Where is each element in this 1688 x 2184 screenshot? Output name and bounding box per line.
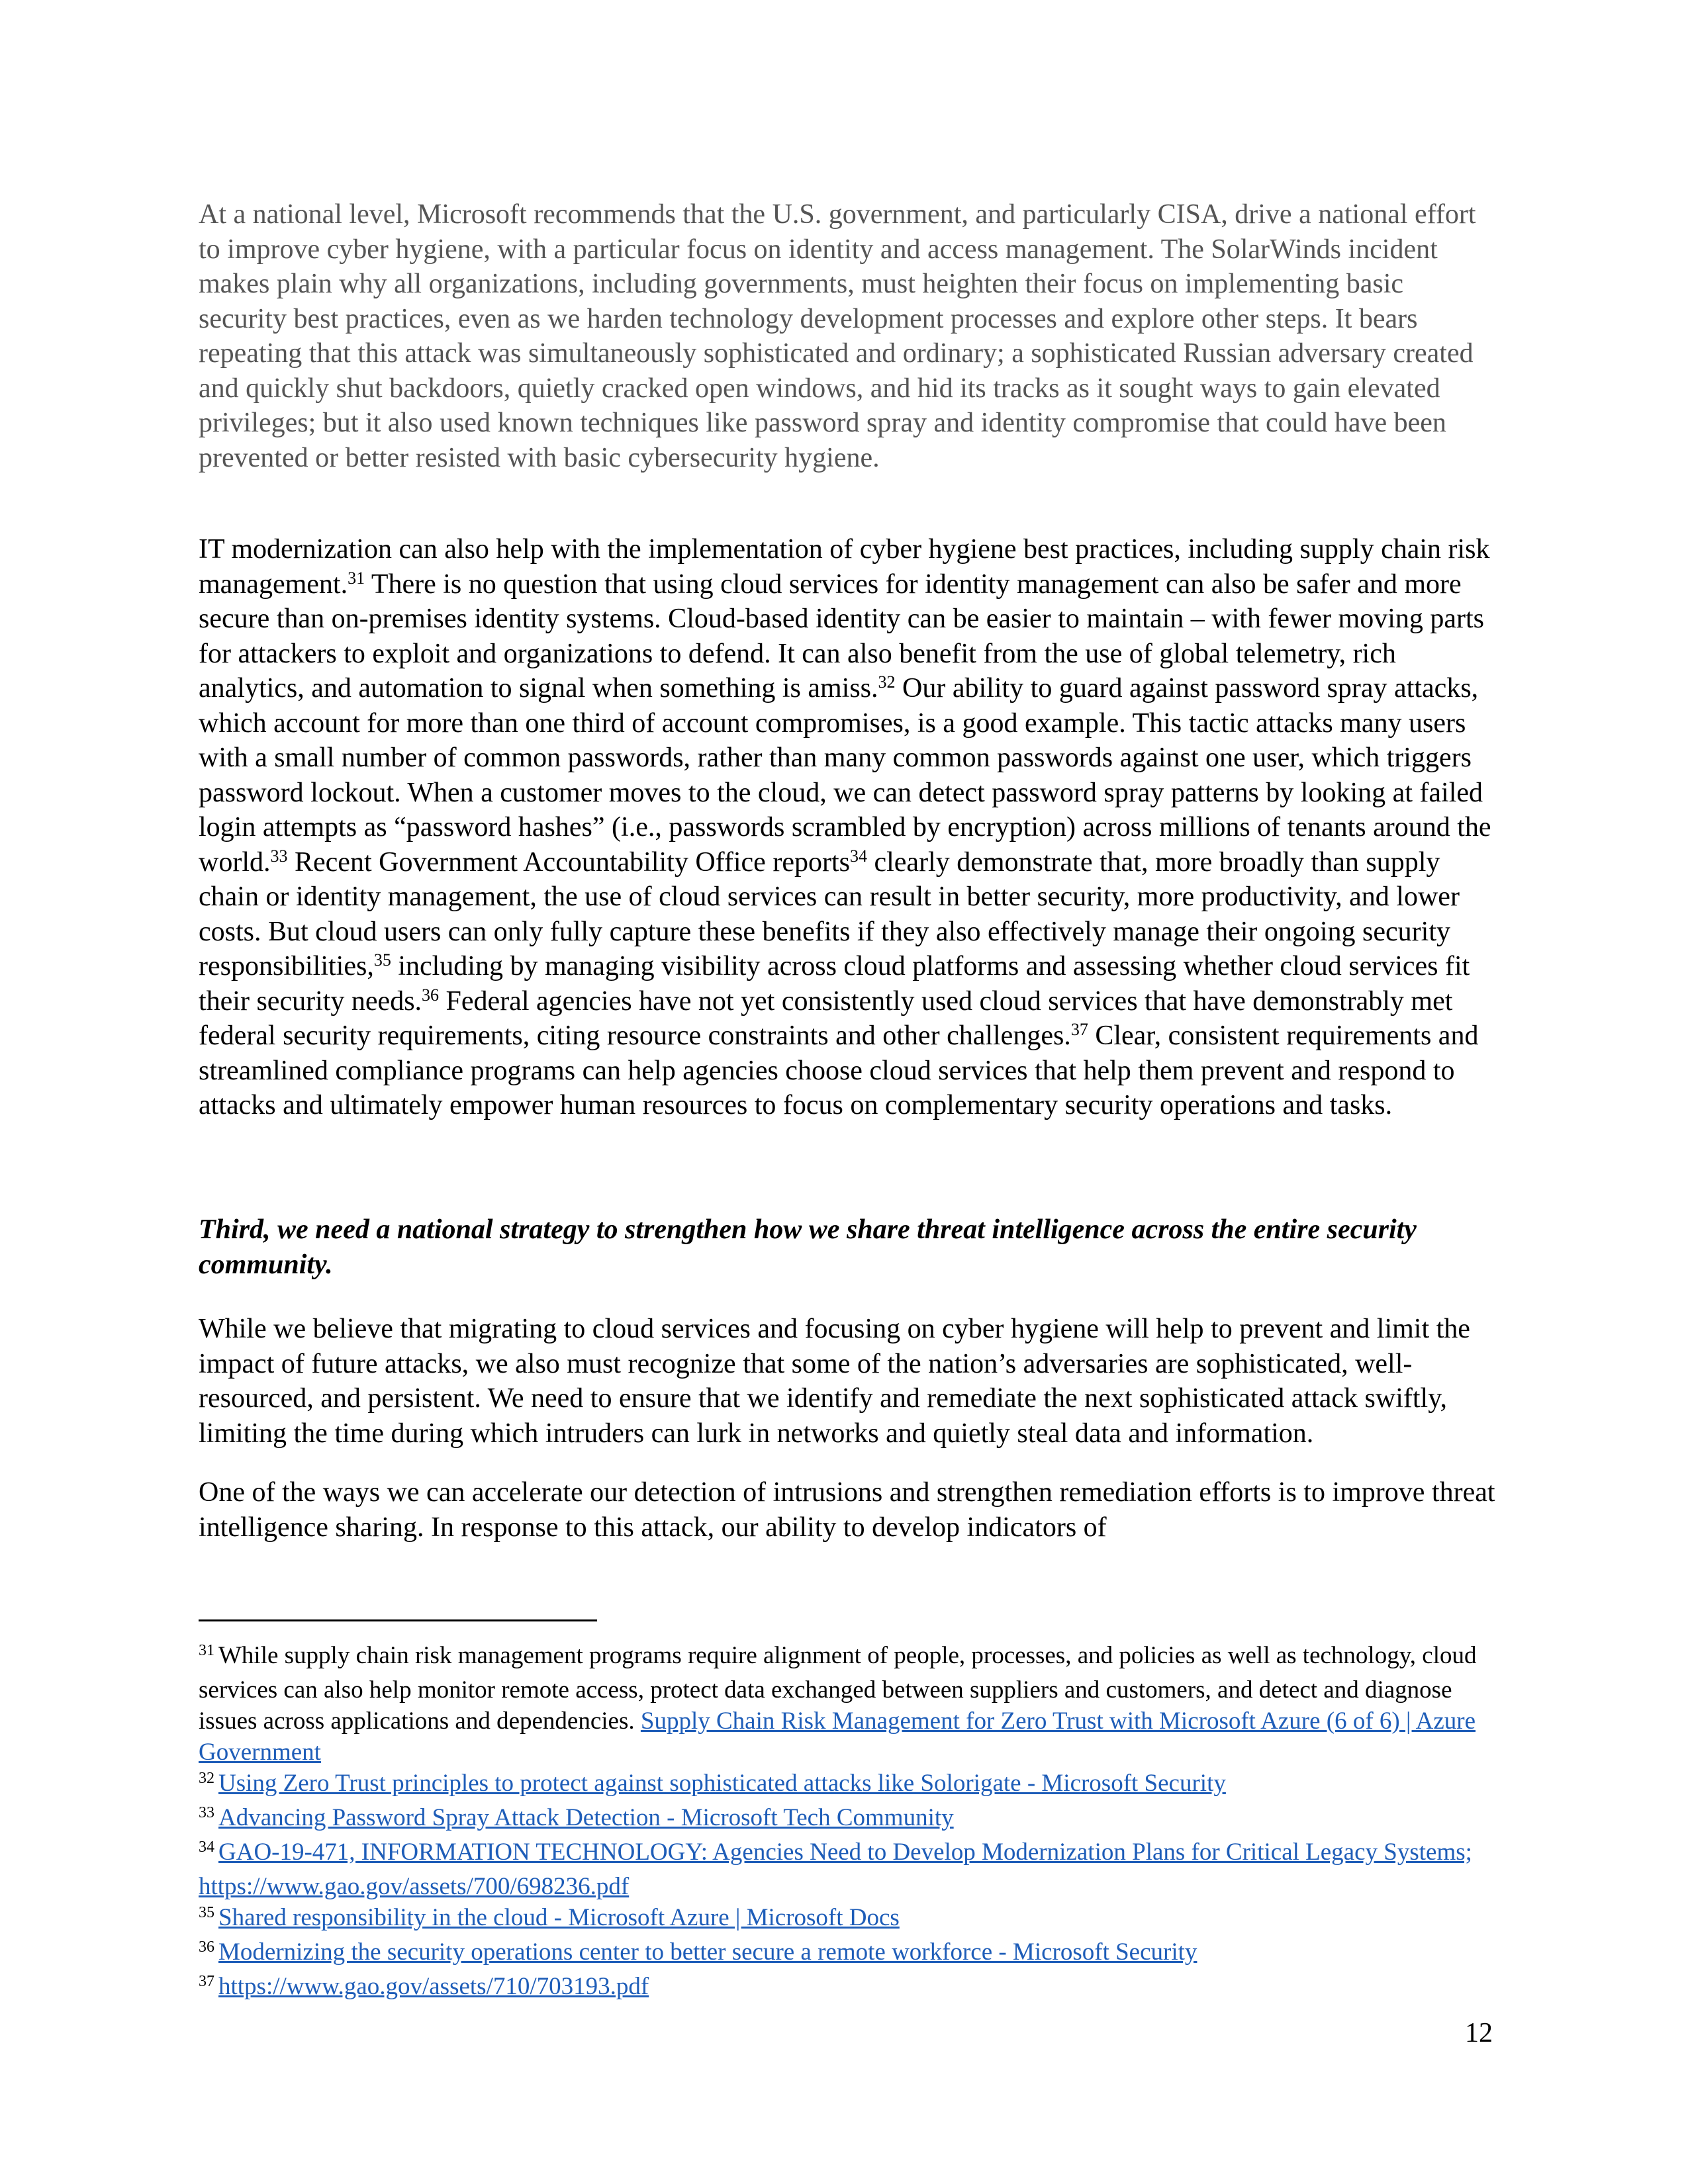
footnote-link[interactable]: Supply Chain Risk Management for Zero Trust with Microsoft Azure (6 of 6) | Azure Government — [199, 1707, 1476, 1766]
footnote-link[interactable]: https://www.gao.gov/assets/710/703193.pdf — [218, 1973, 649, 2000]
footnotes — [199, 1640, 1496, 2005]
footnote-number: 37 — [199, 1973, 214, 1990]
footnote-number: 33 — [199, 1804, 214, 1821]
footnote-link[interactable]: Modernizing the security operations center to better secure a remote workforce - Microsoft Security — [218, 1938, 1197, 1966]
footnote-separator — [199, 1619, 597, 1621]
paragraph-text: IT modernization can also help with the implementation of cyber hygiene best practices, including supply chain risk management. — [199, 534, 1490, 600]
footnote-ref-31[interactable]: 31 — [348, 568, 365, 588]
paragraph-text: including by managing visibility across cloud platforms and assessing whether cloud services fit their security needs. — [199, 951, 1470, 1017]
paragraph-cloud-migration: While we believe that migrating to cloud services and focusing on cyber hygiene will help to prevent and limit the impact of future attacks, we also must recognize that some of the nation’s adversaries are sophisticated, well-resourced, and persistent. We need to ensure that we identify and remediate the next sophisticated attack swiftly, limiting the time during which intruders can lurk in networks and quietly steal data and information. — [199, 1314, 1470, 1449]
footnote-link[interactable]: Advancing Password Spray Attack Detection - Microsoft Tech Community — [218, 1804, 954, 1831]
footnote-ref-35[interactable]: 35 — [373, 950, 391, 970]
footnote-link[interactable]: Using Zero Trust principles to protect against sophisticated attacks like Solorigate - Microsoft Security — [218, 1770, 1226, 1797]
footnote-number: 32 — [199, 1770, 214, 1787]
footnote-34 — [199, 1837, 1496, 1902]
footnote-link[interactable]: GAO-19-471, INFORMATION TECHNOLOGY: Agencies Need to Develop Modernization Plans for Critical Legacy Systems; https://www.gao.gov/assets/700/698236.pdf — [199, 1839, 1472, 1900]
footnote-35 — [199, 1902, 1496, 1936]
footnote-37 — [199, 1971, 1496, 2005]
footnote-number: 34 — [199, 1839, 214, 1856]
paragraph-threat-sharing: One of the ways we can accelerate our detection of intrusions and strengthen remediation efforts is to improve threat intelligence sharing. In response to this attack, our ability to develop indicators of — [199, 1477, 1495, 1543]
paragraph-text: Our ability to guard against password spray attacks, which account for more than one third of account compromises, is a good example. This tactic attacks many users with a small number of common passwords, rather than many common passwords against one user, which triggers password lockout. When a customer moves to the cloud, we can detect password spray patterns by looking at failed login attempts as “password hashes” (i.e., passwords scrambled by encryption) across millions of tenants around the world. — [199, 673, 1491, 878]
page-number: 12 — [1465, 2018, 1493, 2048]
paragraph-text: Clear, consistent requirements and streamlined compliance programs can help agencies choose cloud services that help them prevent and respond to attacks and ultimately empower human resources to focus on complementary security operations and tasks. — [199, 1021, 1479, 1120]
footnote-number: 36 — [199, 1938, 214, 1956]
footnote-ref-36[interactable]: 36 — [422, 985, 440, 1005]
footnote-ref-33[interactable]: 33 — [270, 846, 288, 866]
footnote-link[interactable]: Shared responsibility in the cloud - Microsoft Azure | Microsoft Docs — [218, 1904, 900, 1931]
paragraph-text: Federal agencies have not yet consistently used cloud services that have demonstrably met federal security requirements, citing resource constraints and other challenges. — [199, 985, 1453, 1051]
footnote-36 — [199, 1936, 1496, 1971]
footnote-32 — [199, 1768, 1496, 1802]
section-heading-threat-intelligence: Third, we need a national strategy to strengthen how we share threat intelligence across the entire security community. — [199, 1214, 1417, 1280]
paragraph-national-cyber-hygiene: At a national level, Microsoft recommends that the U.S. government, and particularly CISA, drive a national effort to improve cyber hygiene, with a particular focus on identity and access management. The SolarWinds incident makes plain why all organizations, including governments, must heighten their focus on implementing basic security best practices, even as we harden technology development processes and explore other steps. It bears repeating that this attack was simultaneously sophisticated and ordinary; a sophisticated Russian adversary created and quickly shut backdoors, quietly cracked open windows, and hid its tracks as it sought ways to gain elevated privileges; but it also used known techniques like password spray and identity compromise that could have been prevented or better resisted with basic cybersecurity hygiene. — [199, 199, 1476, 473]
footnote-text: While supply chain risk management programs require alignment of people, processes, and policies as well as technology, cloud services can also help monitor remote access, protect data exchanged between suppliers and customers, and detect and diagnose issues across applications and dependencies. — [199, 1642, 1477, 1735]
paragraph-text: Recent Government Accountability Office reports — [287, 846, 850, 878]
paragraph-text: clearly demonstrate that, more broadly than supply chain or identity management, the use of cloud services can result in better security, more productivity, and lower costs. But cloud users can only fully capture these benefits if they also effectively manage their ongoing security responsibilities, — [199, 846, 1460, 981]
footnote-number: 35 — [199, 1904, 214, 1921]
footnote-ref-34[interactable]: 34 — [849, 846, 867, 866]
paragraph-it-modernization — [199, 532, 1496, 1123]
paragraph-text: There is no question that using cloud services for identity management can also be safer and more secure than on-premises identity systems. Cloud-based identity can be easier to maintain – with fewer moving parts for attackers to exploit and organizations to defend. It can also benefit from the use of global telemetry, rich analytics, and automation to signal when something is amiss. — [199, 569, 1485, 704]
footnote-33 — [199, 1802, 1496, 1837]
footnote-number: 31 — [199, 1642, 214, 1659]
footnote-31 — [199, 1640, 1496, 1768]
footnote-ref-32[interactable]: 32 — [878, 672, 896, 692]
footnote-ref-37[interactable]: 37 — [1070, 1020, 1088, 1039]
